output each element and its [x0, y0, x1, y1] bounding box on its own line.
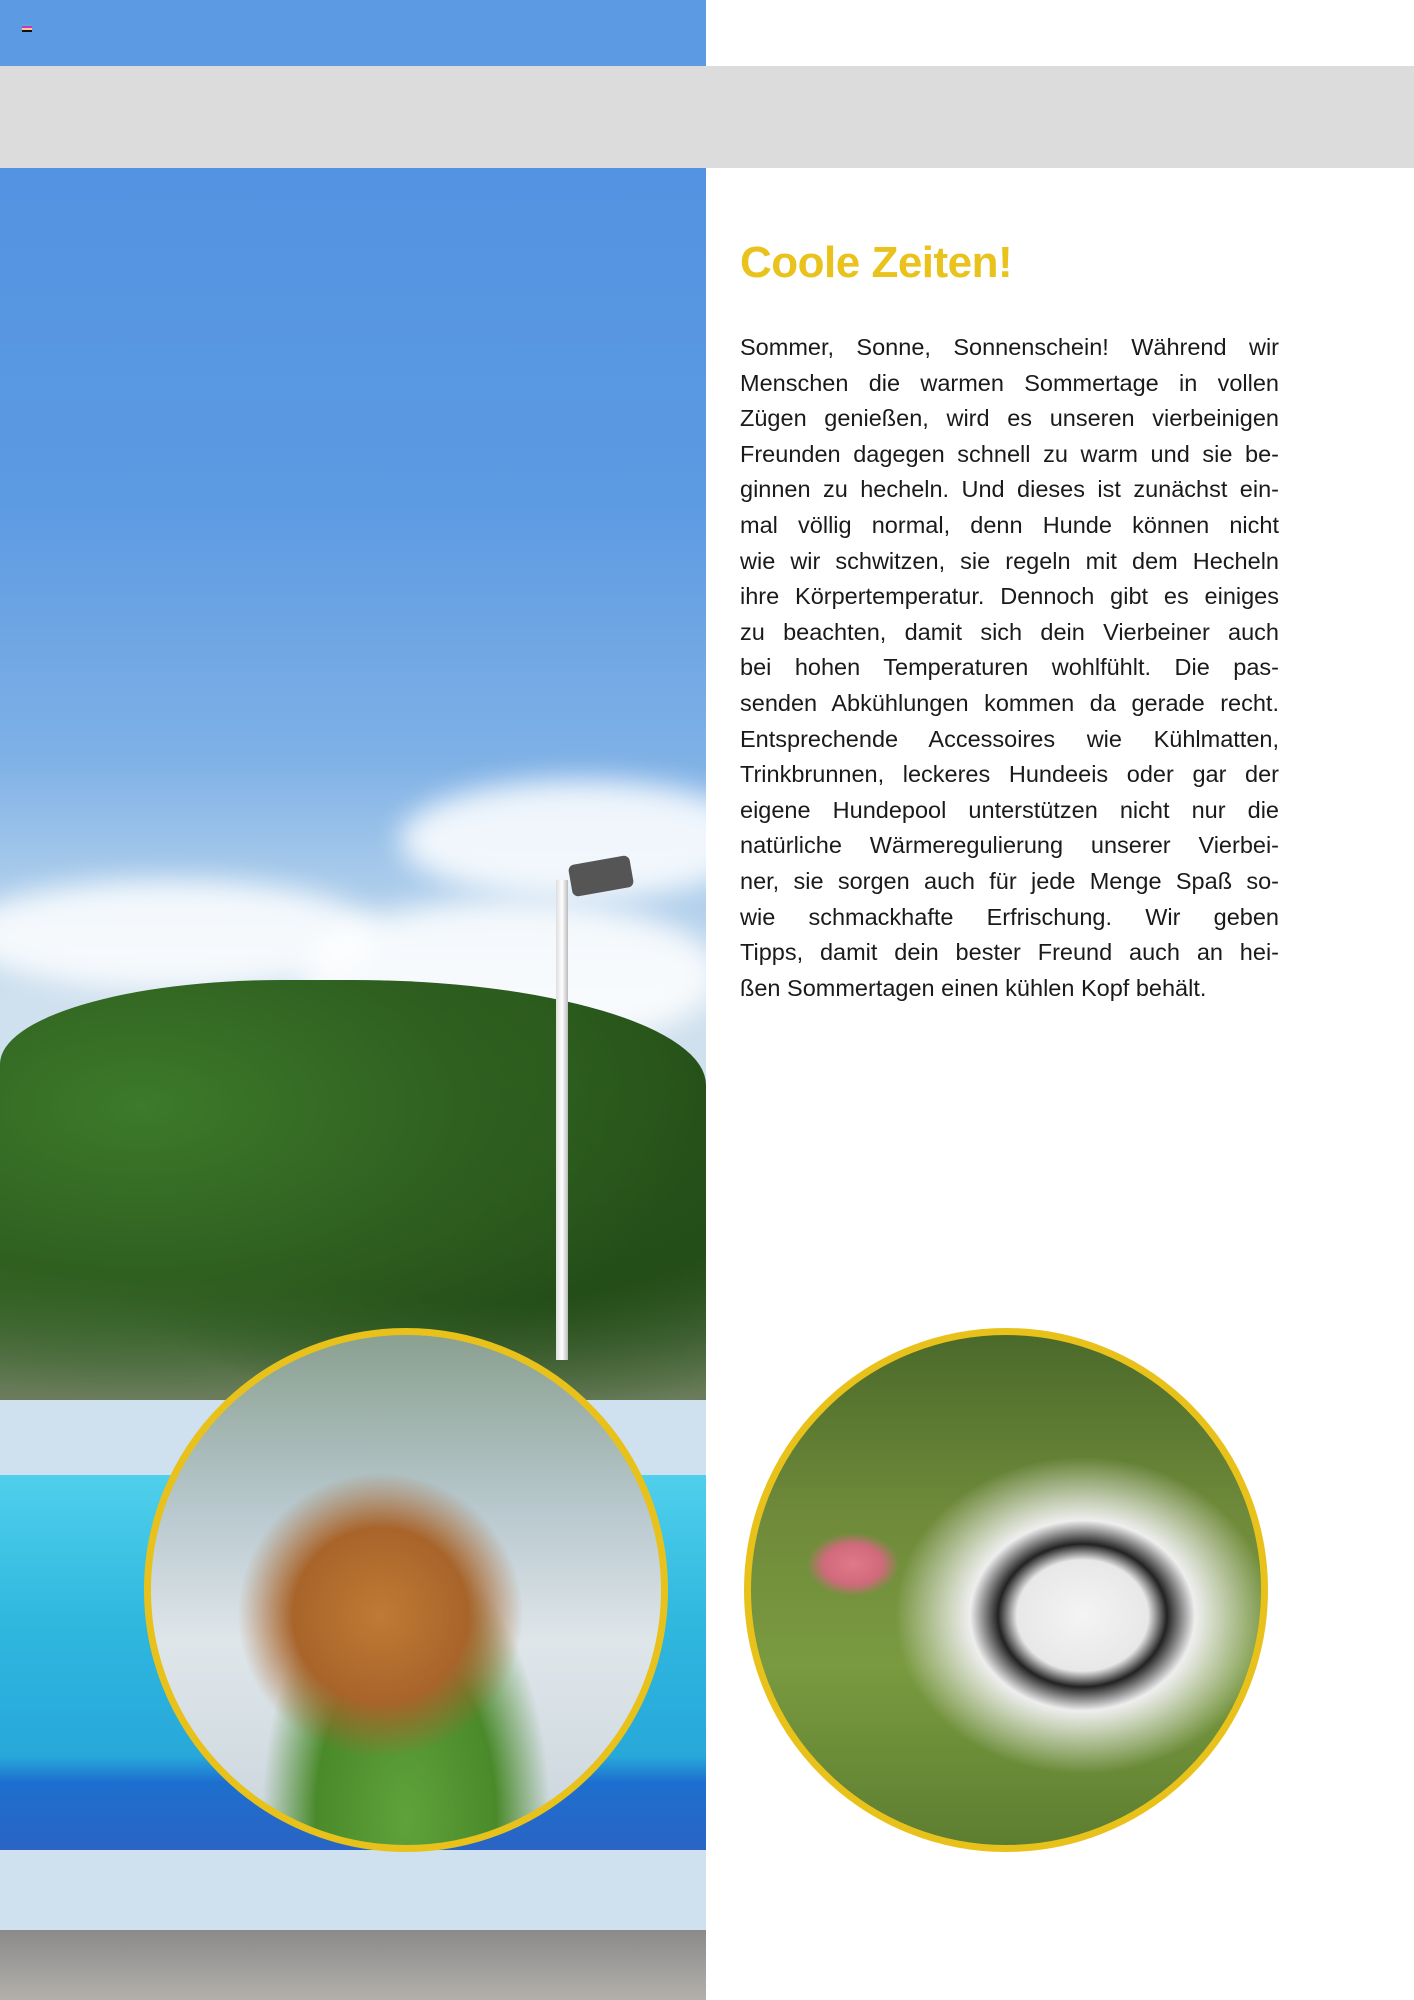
body-line: mal völlig normal, denn Hunde können nicht [740, 511, 1279, 538]
body-line: ner, sie sorgen auch für jede Menge Spaß so- [740, 867, 1279, 894]
cloud [400, 780, 706, 900]
top-bar [0, 0, 706, 66]
body-line: wie schmackhafte Erfrischung. Wir geben [740, 903, 1279, 930]
body-line: zu beachten, damit sich dein Vierbeiner auch [740, 618, 1279, 645]
body-line: ihre Körpertemperatur. Dennoch gibt es einiges [740, 583, 1279, 610]
article-body [740, 330, 1279, 1006]
body-line: bei hohen Temperaturen wohlfühlt. Die pas- [740, 654, 1279, 681]
body-line: Menschen die warmen Sommertage in vollen [740, 369, 1279, 396]
dalmatian-drinking-photo [744, 1328, 1268, 1852]
flag-icon [22, 24, 32, 32]
body-line: Zügen genießen, wird es unseren vierbeinigen [740, 405, 1279, 432]
body-line: Entsprechende Accessoires wie Kühlmatten, [740, 725, 1279, 752]
body-line: senden Abkühlungen kommen da gerade recht. [740, 689, 1279, 716]
body-line: Trinkbrunnen, leckeres Hundeeis oder gar der [740, 761, 1279, 788]
body-line: Tipps, damit dein bester Freund auch an hei- [740, 939, 1279, 966]
body-line: eigene Hundepool unterstützen nicht nur die [740, 796, 1279, 823]
body-line: Freunden dagegen schnell zu warm und sie be- [740, 440, 1279, 467]
pool-edge [0, 1930, 706, 2000]
body-line: wie wir schwitzen, sie regeln mit dem Hecheln [740, 547, 1279, 574]
body-line: ginnen zu hecheln. Und dieses ist zunächst ein- [740, 476, 1279, 503]
article-title: Coole Zeiten! [740, 238, 1013, 287]
dog-resting-photo [144, 1328, 668, 1852]
lamp-pole [556, 880, 568, 1360]
body-line: ßen Sommertagen einen kühlen Kopf behält. [740, 974, 1207, 1001]
body-line: natürliche Wärmeregulierung unserer Vierbei- [740, 832, 1279, 859]
body-line: Sommer, Sonne, Sonnenschein! Während wir [740, 334, 1279, 360]
header-band [0, 66, 1414, 168]
